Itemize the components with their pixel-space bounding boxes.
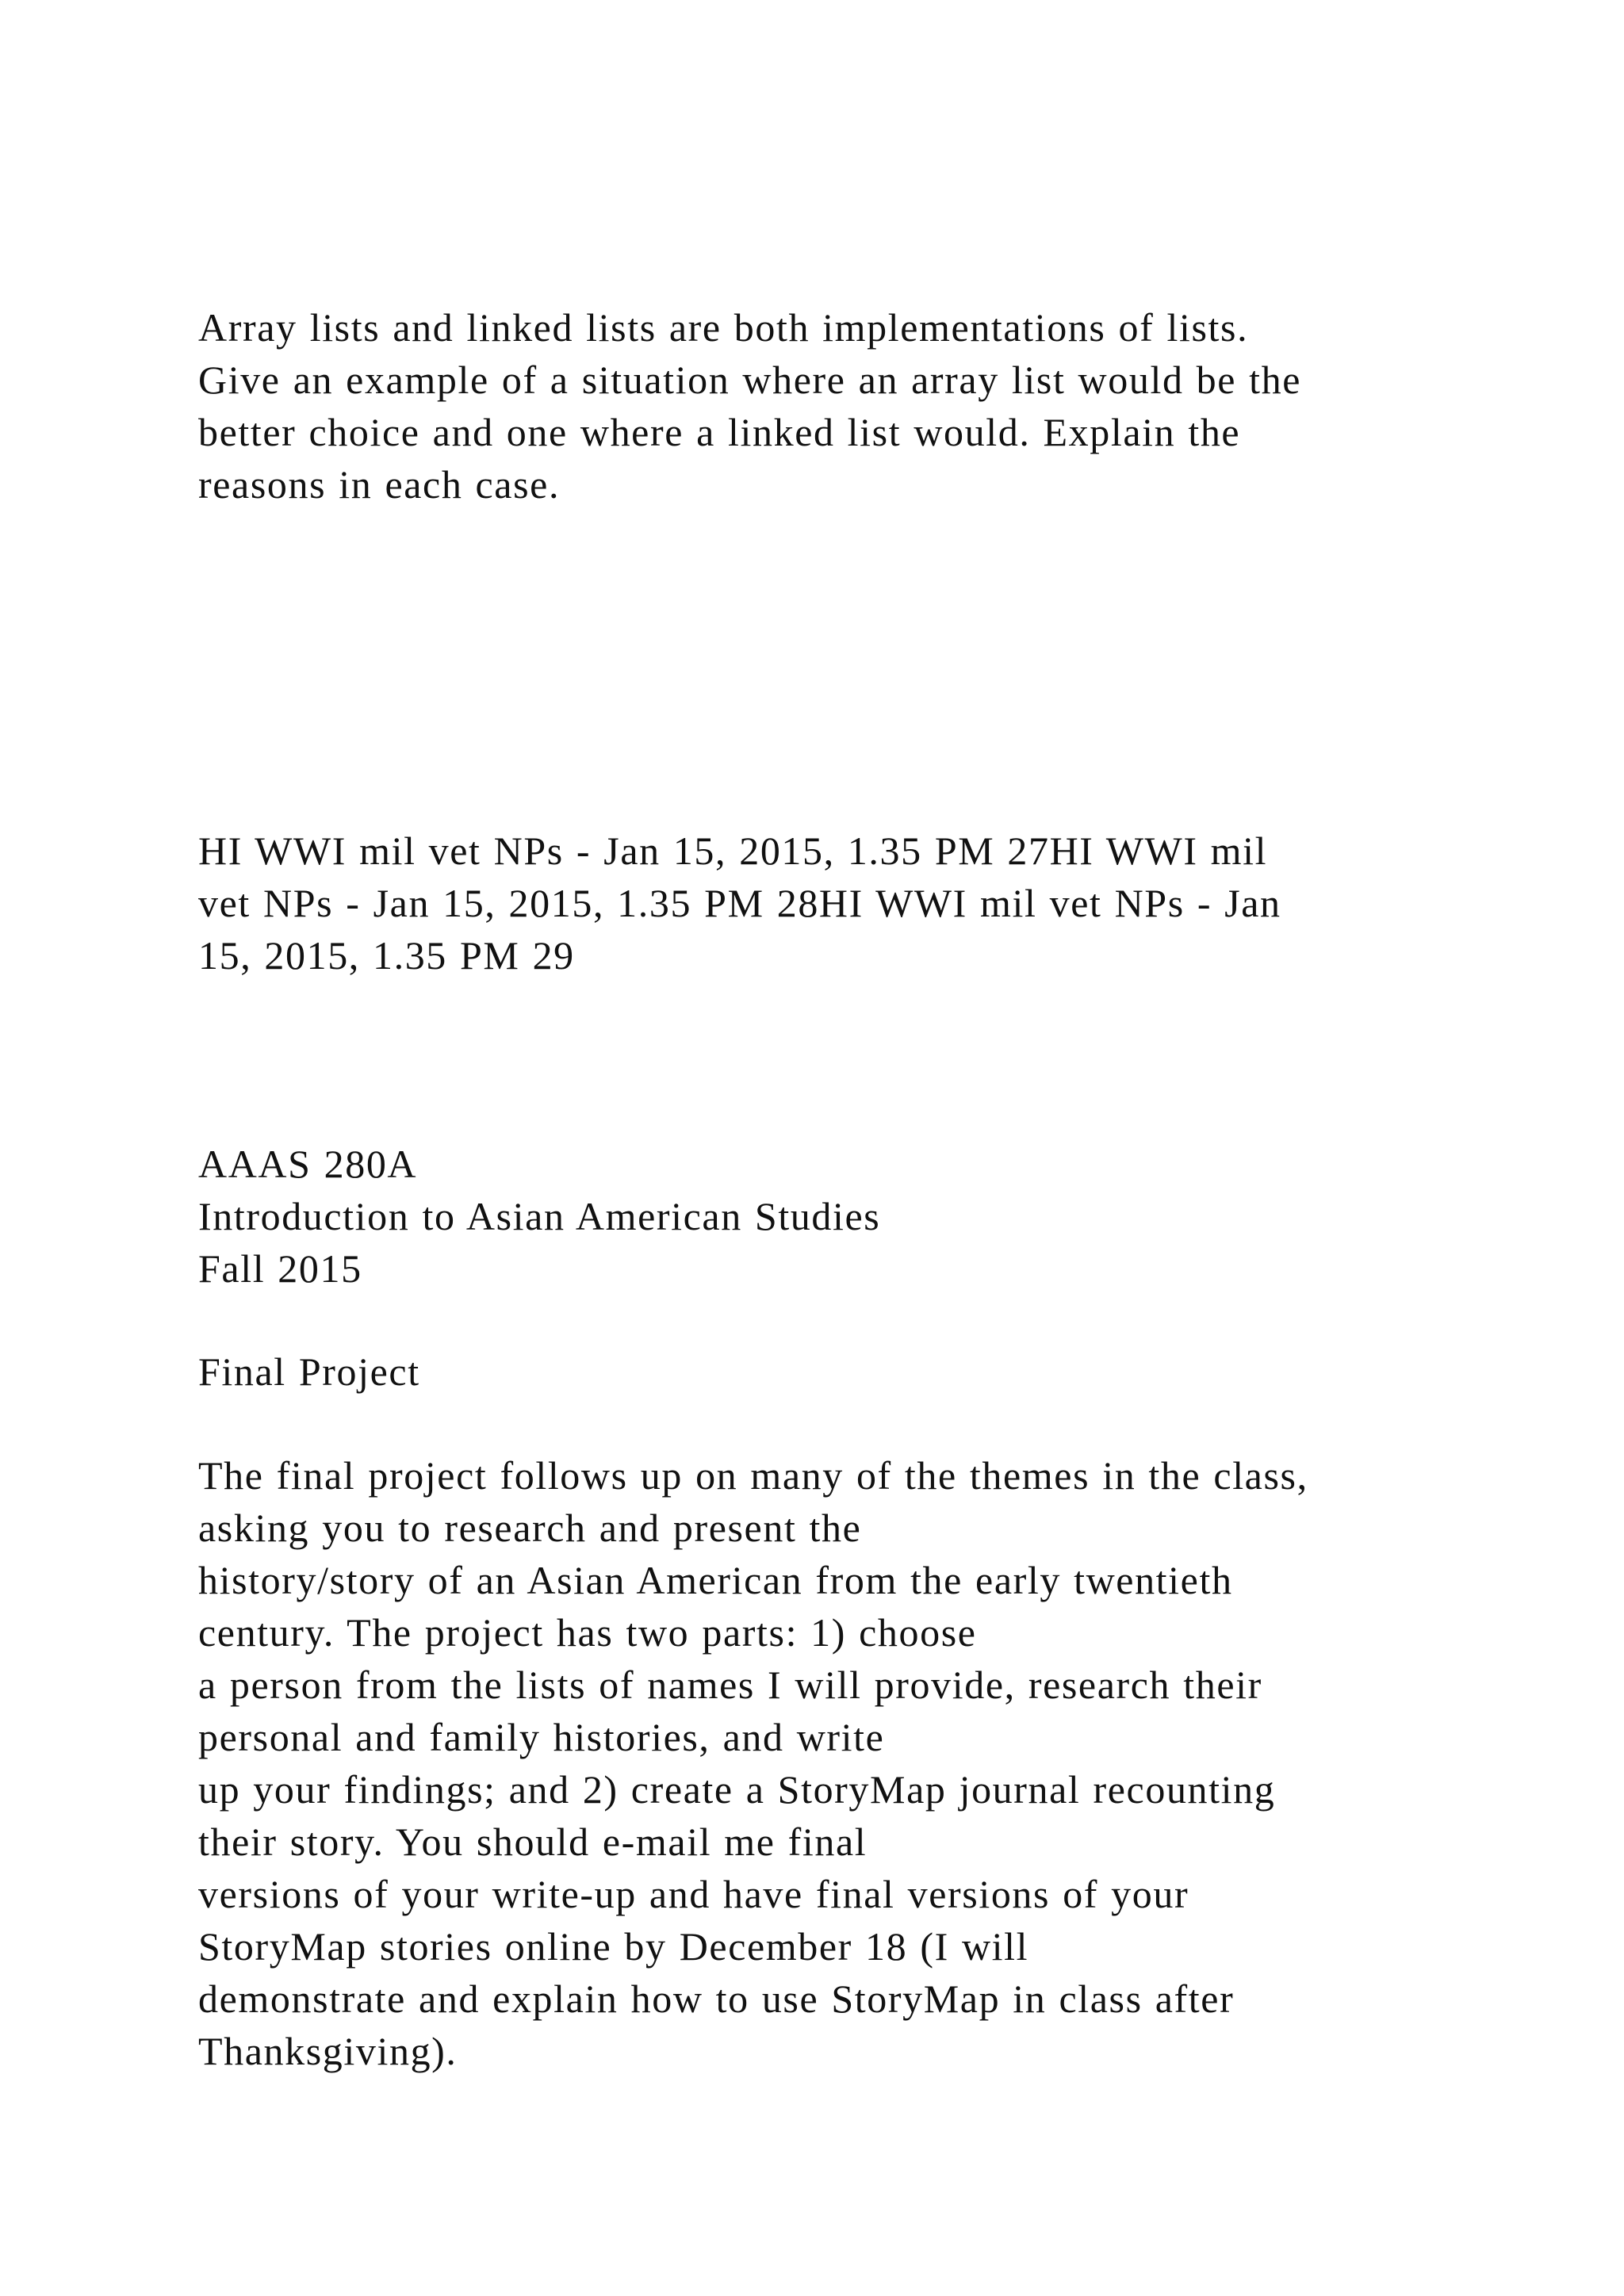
body-line: century. The project has two parts: 1) choose — [198, 1610, 977, 1655]
body-line: Thanksgiving). — [198, 2029, 458, 2073]
body-line: The final project follows up on many of the themes in the class, — [198, 1453, 1308, 1498]
body-line: a person from the lists of names I will provide, research their — [198, 1663, 1262, 1707]
course-name: Introduction to Asian American Studies — [198, 1194, 881, 1238]
footer-note-line: vet NPs - Jan 15, 2015, 1.35 PM 28HI WWI mil vet NPs - Jan — [198, 881, 1281, 925]
question-line: Give an example of a situation where an array list would be the — [198, 358, 1302, 402]
body-line: demonstrate and explain how to use StoryMap in class after — [198, 1976, 1235, 2021]
body-line: personal and family histories, and write — [198, 1715, 885, 1759]
footer-note-line: HI WWI mil vet NPs - Jan 15, 2015, 1.35 PM 27HI WWI mil — [198, 828, 1268, 873]
body-line: asking you to research and present the — [198, 1506, 862, 1550]
body-line: StoryMap stories online by December 18 (I will — [198, 1924, 1029, 1969]
course-code: AAAS 280A — [198, 1142, 418, 1186]
question-line: reasons in each case. — [198, 462, 561, 507]
body-line: history/story of an Asian American from the early twentieth — [198, 1558, 1233, 1602]
body-line: versions of your write-up and have final versions of your — [198, 1872, 1189, 1916]
question-line: better choice and one where a linked list would. Explain the — [198, 410, 1241, 454]
body-line: up your findings; and 2) create a StoryMap journal recounting — [198, 1767, 1276, 1812]
course-term: Fall 2015 — [198, 1246, 362, 1291]
question-line: Array lists and linked lists are both implementations of lists. — [198, 305, 1249, 350]
section-title: Final Project — [198, 1349, 420, 1394]
body-line: their story. You should e-mail me final — [198, 1820, 868, 1864]
footer-note-line: 15, 2015, 1.35 PM 29 — [198, 933, 575, 978]
